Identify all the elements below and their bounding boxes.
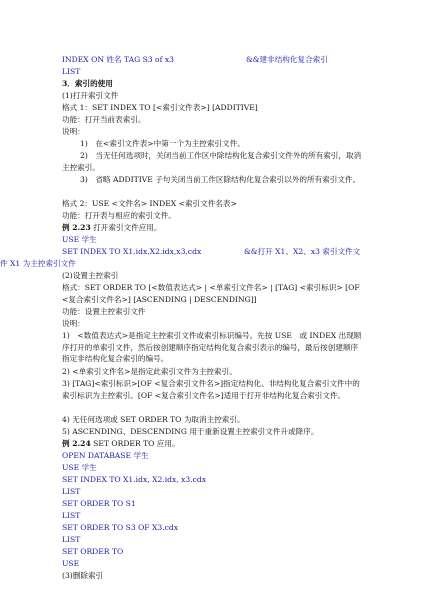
- example-title: 打开索引文件应用。: [93, 223, 162, 232]
- note-label: 说明：: [62, 127, 85, 136]
- code-line: LIST: [62, 535, 81, 544]
- code-line: LIST: [62, 67, 81, 76]
- note-item: 3) [TAG]<索引标识>[OF <复合索引文件名>]指定结构化、非结构化复合索引文件中的索引标识为主控索引。[OF <复合索引文件名>]适用于打开非结构化复合索引文件。: [62, 379, 360, 400]
- function-line: 功能：打开当前表索引。: [62, 115, 146, 124]
- subsection-heading: (3)删除索引: [62, 571, 104, 580]
- example-title: SET ORDER TO 应用。: [93, 439, 180, 448]
- code-line: INDEX ON 姓名 TAG S3 of x3 &&建非结构化复合索引: [62, 55, 328, 64]
- format-line: 格式 1：SET INDEX TO [<索引文件表>] [ADDITIVE]: [62, 103, 258, 112]
- note-item: 3) 省略 ADDITIVE 子句关闭当前工作区除结构化复合索引以外的所有索引文件。: [80, 175, 361, 184]
- format-line: 格式 2：USE <文件名> INDEX <索引文件名表>: [62, 199, 237, 208]
- note-item: 2) <单索引文件名>是指定此索引文件为主控索引。: [62, 367, 237, 376]
- code-line: SET ORDER TO S1: [62, 499, 136, 508]
- note-item: 1) 在<索引文件表>中第一个为主控索引文件。: [80, 139, 245, 148]
- example-line: [62, 222, 362, 234]
- function-line: 功能：打开表与相应的索引文件。: [62, 211, 176, 220]
- code-line: SET INDEX TO X1.idx,X2.idx,x3.cdx: [62, 247, 202, 256]
- note-item: 2) 当无任何选项时，关闭当前工作区中除结构化复合索引文件外的所有索引，取消主控索引。: [62, 151, 362, 172]
- note-item: 5) ASCENDING、DESCENDING 用于重新设置主控索引文件升或降序。: [62, 427, 319, 436]
- code-comment: &&打开 X1、X2、x3 索引文件文件 X1 为主控索引文件: [0, 247, 361, 268]
- code-line: LIST: [62, 487, 81, 496]
- note-item: 1) <数值表达式>是指定主控索引文件或索引标识编号。先按 USE 或 INDEX 出现顺序打开的单索引文件，然后按创建顺序指定结构化复合索引表示的编号，最后按创建顺序指定非结构化复合索引的编号。: [62, 331, 362, 364]
- note-label: 说明：: [62, 319, 85, 328]
- note-item: 4) 无任何选项或 SET ORDER TO 为取消主控索引。: [62, 415, 245, 424]
- code-line: SET INDEX TO X1.idx, X2.idx, x3.cdx: [62, 475, 207, 484]
- code-line: SET ORDER TO: [62, 547, 124, 556]
- code-line: USE 学生: [62, 463, 97, 472]
- code-line: LIST: [62, 511, 81, 520]
- code-line: SET ORDER TO S3 OF X3.cdx: [62, 523, 179, 532]
- format-line: 格式：SET ORDER TO [<数值表达式> | <单索引文件名> | [TAG] <索引标识> [OF <复合索引文件名>] [ASCENDING | DESCENDING]]: [62, 283, 360, 304]
- section-heading: 3．索引的使用: [62, 79, 113, 88]
- subsection-heading: (2)设置主控索引: [62, 271, 119, 280]
- example-label: 例 2.24: [62, 439, 91, 448]
- code-line: USE: [62, 559, 80, 568]
- code-comment: &&建非结构化复合索引: [246, 55, 328, 64]
- function-line: 功能：设置主控索引文件: [62, 307, 146, 316]
- code-line: USE 学生: [62, 235, 97, 244]
- subsection-heading: (1)打开索引文件: [62, 91, 119, 100]
- code-line: OPEN DATABASE 学生: [62, 451, 149, 460]
- example-line: [62, 438, 362, 450]
- example-label: 例 2.23: [62, 223, 91, 232]
